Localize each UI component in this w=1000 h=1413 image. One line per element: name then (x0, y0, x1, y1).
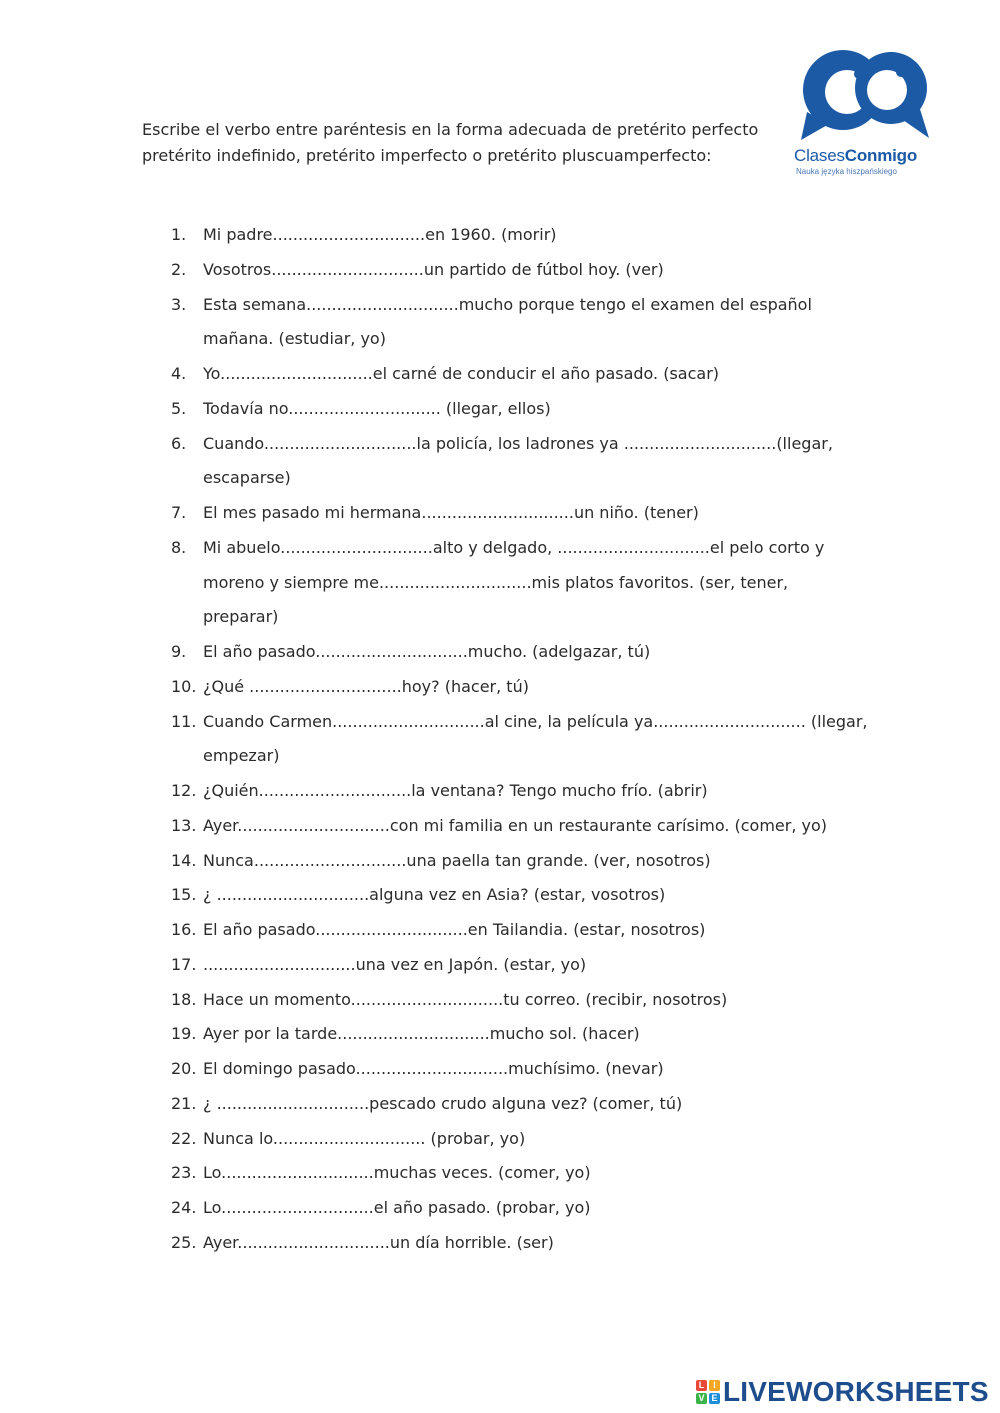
exercise-text: Ayer..............................un día horrible. (ser) (203, 1232, 554, 1252)
speech-bubbles-icon (795, 40, 935, 144)
exercise-text: ¿Quién..............................la ventana? Tengo mucho frío. (abrir) (203, 781, 708, 800)
exercise-text: Nunca lo.............................. (probar, yo) (203, 1128, 526, 1148)
exercise-text: Todavía no.............................. (llegar, ellos) (203, 398, 551, 418)
exercise-text: Cuando..............................la policía, los ladrones ya ..............................(llegar, (203, 433, 833, 453)
brand-square: L (696, 1380, 707, 1391)
liveworksheets-logo-icon (696, 1380, 720, 1404)
exercise-text: Yo..............................el carné de conducir el año pasado. (sacar) (203, 364, 720, 383)
logo-tagline: Nauka języka hiszpańskiego (796, 167, 897, 176)
exercise-list (0, 218, 1000, 1261)
exercise-number: 18. (171, 989, 197, 1009)
exercise-item (0, 253, 1000, 288)
exercise-item (0, 983, 1000, 1018)
exercise-number: 3. (171, 294, 187, 314)
exercise-number: 20. (171, 1059, 197, 1078)
exercise-text: escaparse) (203, 468, 291, 488)
exercise-text: moreno y siempre me..............................mis platos favoritos. (ser, tener, (203, 572, 789, 592)
exercise-number: 17. (171, 954, 197, 974)
exercise-number: 21. (171, 1093, 197, 1113)
exercise-number: 13. (171, 815, 197, 835)
exercise-number: 24. (171, 1198, 197, 1217)
exercise-number: 7. (171, 503, 187, 522)
exercise-text: Hace un momento..............................tu correo. (recibir, nosotros) (203, 989, 728, 1009)
exercise-text: Mi padre..............................en 1960. (morir) (203, 225, 557, 244)
exercise-item (0, 392, 1000, 427)
exercise-item (0, 288, 1000, 358)
exercise-number: 19. (171, 1024, 197, 1044)
exercise-item (0, 1087, 1000, 1122)
exercise-item (0, 878, 1000, 913)
exercise-text: El año pasado..............................en Tailandia. (estar, nosotros) (203, 920, 706, 939)
liveworksheets-brand (696, 1375, 989, 1409)
exercise-item (0, 531, 1000, 635)
exercise-item (0, 1052, 1000, 1087)
instructions-line-2: pretérito indefinido, pretérito imperfecto o pretérito pluscuamperfecto: (142, 146, 712, 165)
exercise-text: Vosotros..............................un partido de fútbol hoy. (ver) (203, 259, 664, 279)
exercise-number: 15. (171, 885, 197, 905)
clases-conmigo-logo (790, 40, 940, 180)
exercise-text: Esta semana..............................mucho porque tengo el examen del español (203, 294, 812, 314)
exercise-text: ¿Qué ..............................hoy? (hacer, tú) (203, 676, 529, 696)
exercise-text: El mes pasado mi hermana..............................un niño. (tener) (203, 503, 699, 522)
brand-square: V (696, 1393, 707, 1404)
exercise-number: 4. (171, 364, 187, 383)
instructions-line-1: Escribe el verbo entre paréntesis en la forma adecuada de pretérito perfecto (142, 120, 759, 139)
exercise-number: 8. (171, 537, 187, 557)
exercise-item (0, 635, 1000, 670)
exercise-item (0, 844, 1000, 879)
exercise-text: ..............................una vez en Japón. (estar, yo) (203, 954, 587, 974)
exercise-text: Mi abuelo..............................alto y delgado, ..............................el pelo corto y (203, 537, 825, 557)
exercise-number: 1. (171, 225, 187, 244)
exercise-number: 5. (171, 398, 187, 418)
exercise-text: Lo..............................el año pasado. (probar, yo) (203, 1198, 591, 1217)
exercise-number: 16. (171, 920, 197, 939)
brand-text: LIVEWORKSHEETS (723, 1376, 989, 1407)
exercise-item (0, 496, 1000, 531)
exercise-text: Nunca..............................una paella tan grande. (ver, nosotros) (203, 850, 711, 870)
exercise-number: 25. (171, 1232, 197, 1252)
brand-square: I (709, 1380, 720, 1391)
exercise-item (0, 1226, 1000, 1261)
exercise-text: Cuando Carmen..............................al cine, la película ya.............................. (llegar, (203, 711, 868, 731)
instructions (142, 117, 782, 169)
exercise-number: 14. (171, 850, 197, 870)
exercise-item (0, 1156, 1000, 1191)
exercise-item (0, 357, 1000, 392)
exercise-item (0, 809, 1000, 844)
exercise-item (0, 218, 1000, 253)
exercise-item (0, 1017, 1000, 1052)
brand-square: E (709, 1393, 720, 1404)
exercise-item (0, 705, 1000, 775)
exercise-number: 6. (171, 433, 187, 453)
exercise-text: Lo..............................muchas veces. (comer, yo) (203, 1163, 591, 1183)
logo-name: ClasesConmigo (794, 146, 918, 165)
exercise-text: empezar) (203, 746, 280, 766)
exercise-text: El año pasado..............................mucho. (adelgazar, tú) (203, 642, 651, 661)
exercise-number: 10. (171, 676, 197, 696)
exercise-item (0, 427, 1000, 497)
exercise-text: El domingo pasado..............................muchísimo. (nevar) (203, 1059, 664, 1078)
exercise-number: 23. (171, 1163, 197, 1183)
exercise-text: mañana. (estudiar, yo) (203, 329, 386, 349)
exercise-item (0, 1122, 1000, 1157)
exercise-number: 2. (171, 259, 187, 279)
exercise-item (0, 948, 1000, 983)
exercise-number: 22. (171, 1128, 197, 1148)
exercise-text: Ayer..............................con mi familia en un restaurante carísimo. (comer, yo) (203, 815, 828, 835)
exercise-number: 12. (171, 781, 197, 800)
exercise-number: 11. (171, 711, 197, 731)
exercise-item (0, 1191, 1000, 1226)
exercise-text: ¿ ..............................pescado crudo alguna vez? (comer, tú) (203, 1093, 683, 1113)
exercise-text: ¿ ..............................alguna vez en Asia? (estar, vosotros) (203, 885, 666, 905)
exercise-item (0, 774, 1000, 809)
exercise-text: Ayer por la tarde..............................mucho sol. (hacer) (203, 1024, 640, 1044)
exercise-number: 9. (171, 642, 187, 661)
exercise-item (0, 913, 1000, 948)
exercise-item (0, 670, 1000, 705)
exercise-text: preparar) (203, 607, 279, 627)
